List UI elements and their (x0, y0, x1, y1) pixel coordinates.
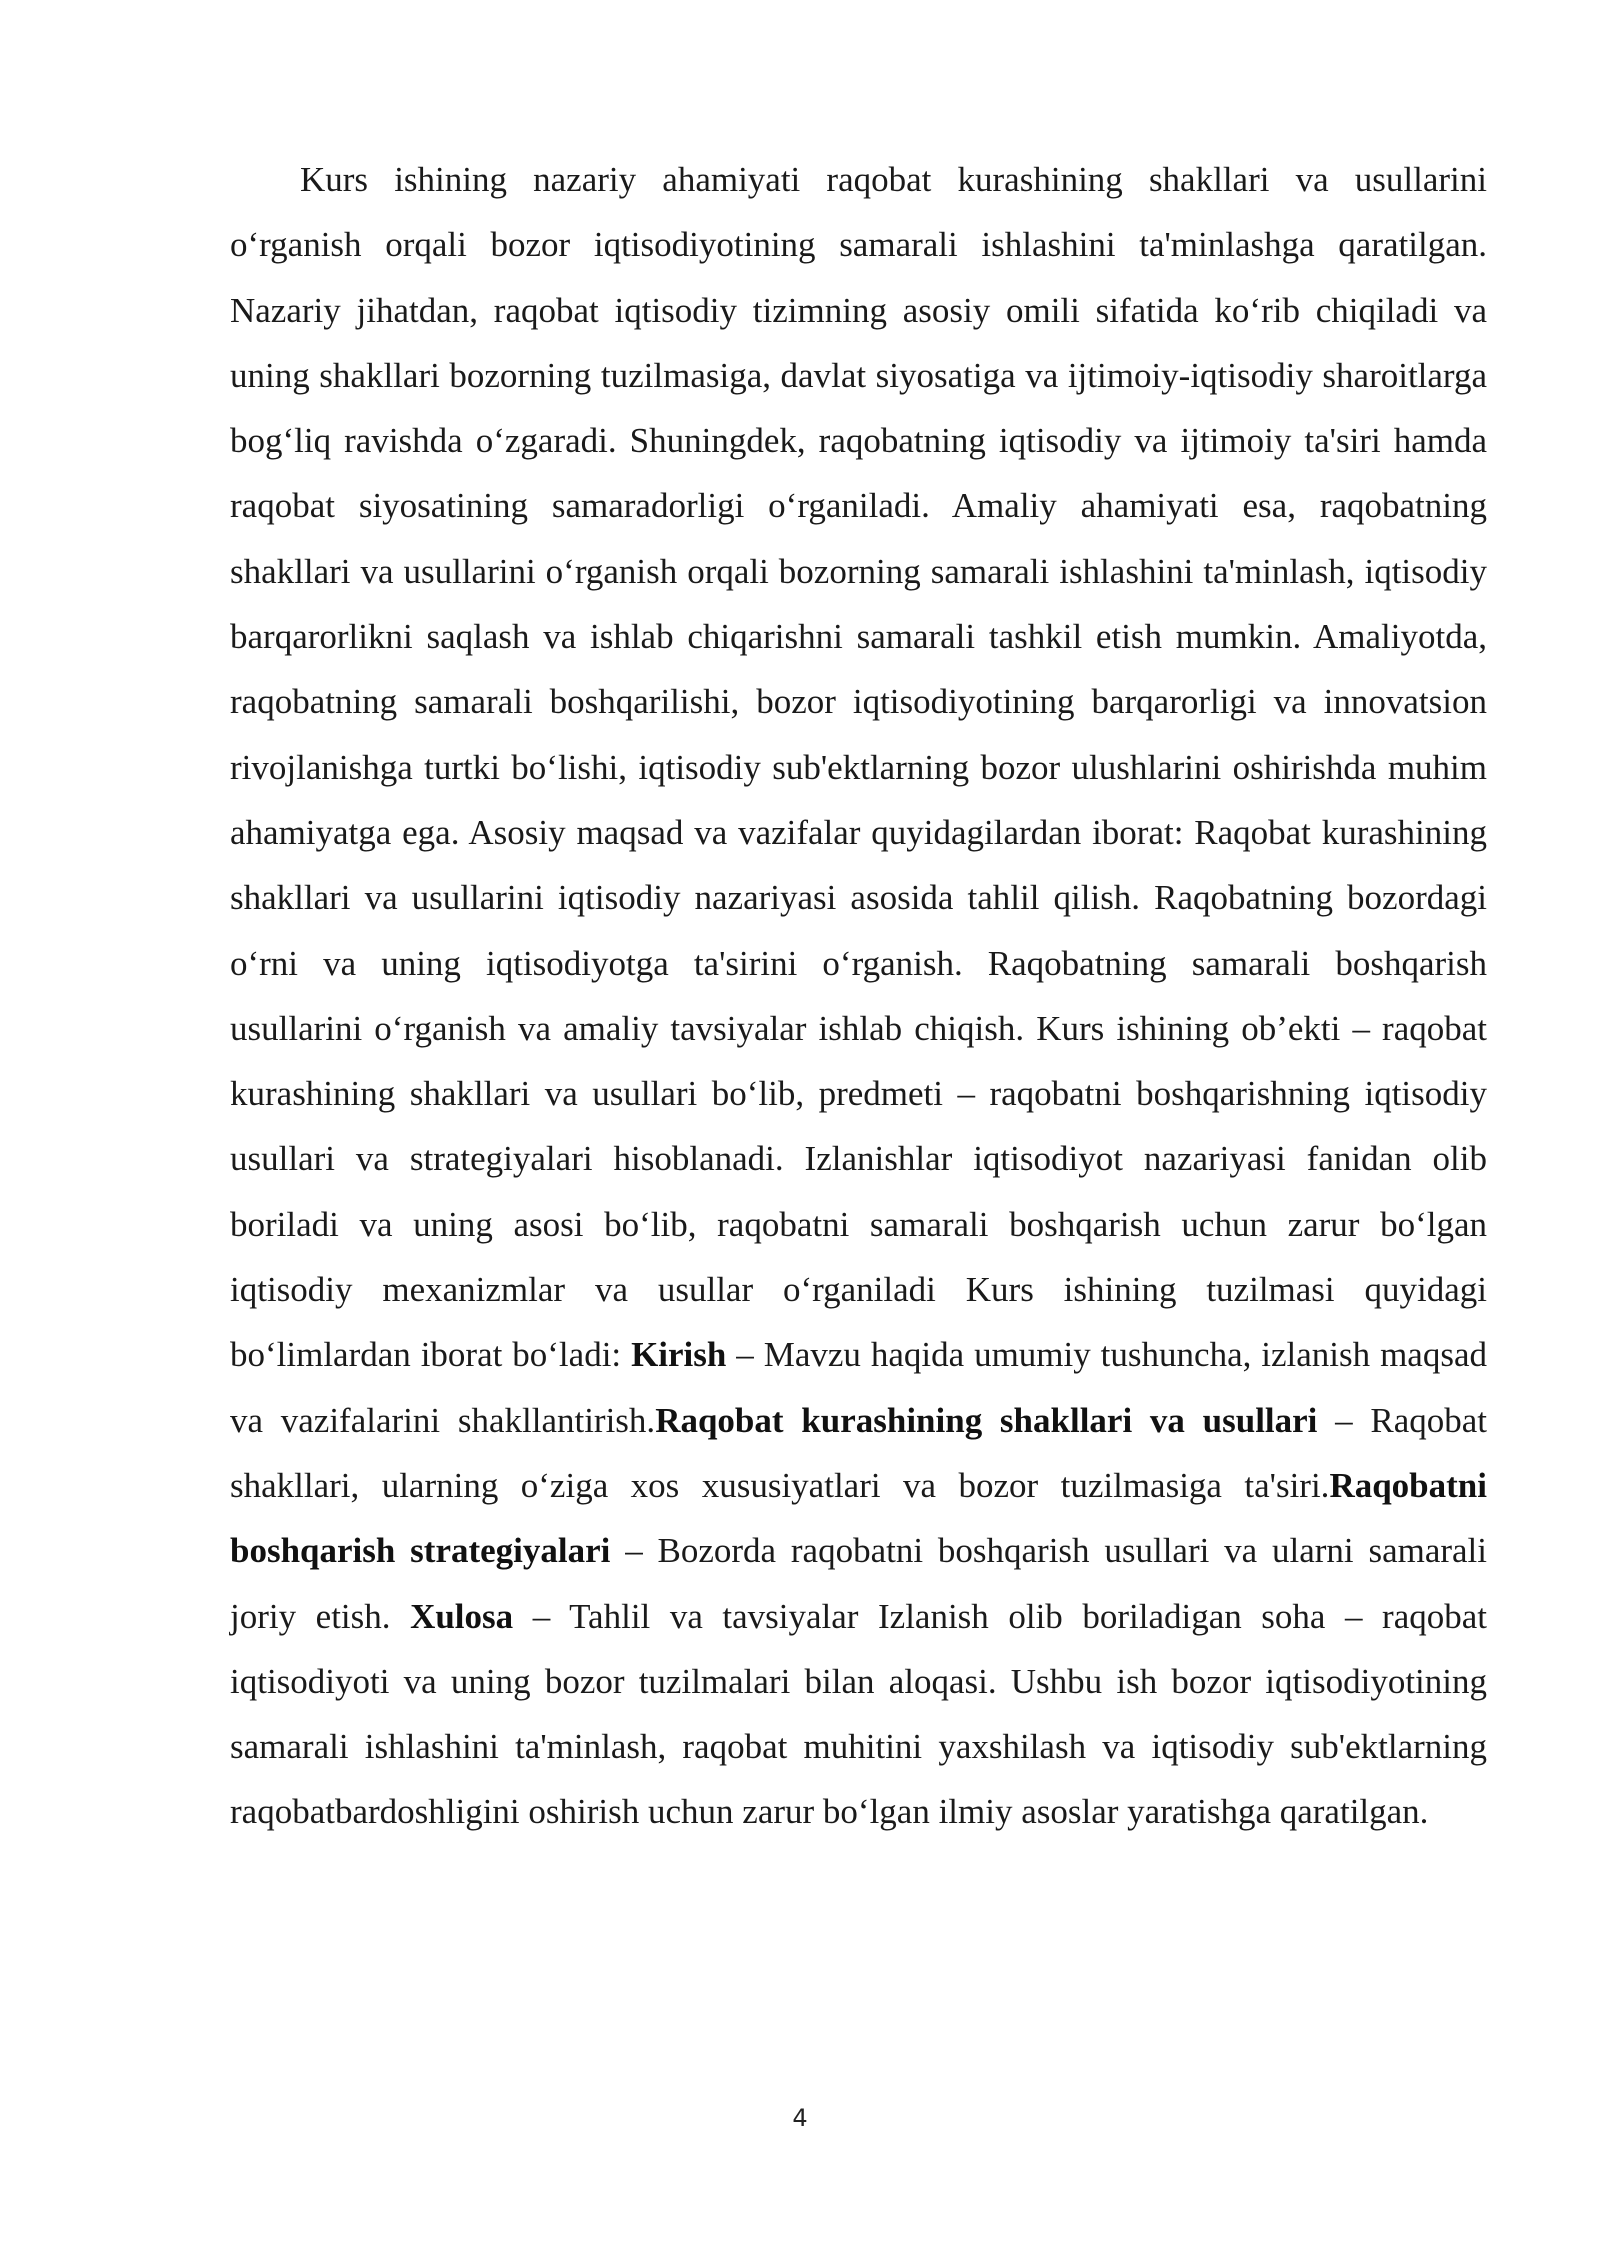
section-term-xulosa: Xulosa (410, 1596, 514, 1636)
paragraph-text-intro: Kurs ishining nazariy ahamiyati raqobat kurashining shakllari va usullarini o‘rganish orqali bozor iqtisodiyotining samarali ishlashini ta'minlashga qaratilgan. Nazariy jihatdan, raqobat iqtisodiy tizimning asosiy omili sifatida ko‘rib chiqiladi va uning shakllari bozorning tuzilmasiga, davlat siyosatiga va ijtimoiy-iqtisodiy sharoitlarga bog‘liq ravishda o‘zgaradi. Shuningdek, raqobatning iqtisodiy va ijtimoiy ta'siri hamda raqobat siyosatining samaradorligi o‘rganiladi. Amaliy ahamiyati esa, raqobatning shakllari va usullarini o‘rganish orqali bozorning samarali ishlashini ta'minlash, iqtisodiy barqarorlikni saqlash va ishlab chiqarishni samarali tashkil etish mumkin. Amaliyotda, raqobatning samarali boshqarilishi, bozor iqtisodiyotining barqarorligi va innovatsion rivojlanishga turtki bo‘lishi, iqtisodiy sub'ektlarning bozor ulushlarini oshirishda muhim ahamiyatga ega. Asosiy maqsad va vazifalar quyidagilardan iborat: Raqobat kurashining shakllari va usullarini iqtisodiy nazariyasi asosida tahlil qilish. Raqobatning bozordagi o‘rni va uning iqtisodiyotga ta'sirini o‘rganish. Raqobatning samarali boshqarish usullarini o‘rganish va amaliy tavsiyalar ishlab chiqish. Kurs ishining ob’ekti – raqobat kurashining shakllari va usullari bo‘lib, predmeti – raqobatni boshqarishning iqtisodiy usullari va strategiyalari hisoblanadi. Izlanishlar iqtisodiyot nazariyasi fanidan olib boriladi va uning asosi bo‘lib, raqobatni samarali boshqarish uchun zarur bo‘lgan iqtisodiy mexanizmlar va usullar o‘rganiladi Kurs ishining tuzilmasi quyidagi bo‘limlardan iborat bo‘ladi: (230, 160, 1487, 1375)
paragraph-text-kirish-desc: – Mavzu haqida umumiy tushuncha, izlanish maqsad va vazifalarini shakllantirish. (230, 1335, 1487, 1440)
section-term-kirish: Kirish (631, 1335, 727, 1375)
section-term-strategiyalar: Raqobatni boshqarish strategiyalari (230, 1465, 1487, 1571)
body-paragraph (230, 147, 1487, 1845)
paragraph-text-raqobat-kurashi-desc: – Raqobat shakllari, ularning o‘ziga xos xususiyatlari va bozor tuzilmasiga ta'siri. (230, 1400, 1488, 1505)
page-number: 4 (792, 2104, 808, 2132)
paragraph-text-strategiyalar-desc: – Bozorda raqobatni boshqarish usullari va ularni samarali joriy etish. (230, 1531, 1487, 1636)
section-term-raqobat-kurashi: Raqobat kurashining shakllari va usullari (655, 1400, 1318, 1440)
paragraph-text-conclusion: – Tahlil va tavsiyalar Izlanish olib boriladigan soha – raqobat iqtisodiyoti va uning bozor tuzilmalari bilan aloqasi. Ushbu ish bozor iqtisodiyotining samarali ishlashini ta'minlash, raqobat muhitini yaxshilash va iqtisodiy sub'ektlarning raqobatbardoshligini oshirish uchun zarur bo‘lgan ilmiy asoslar yaratishga qaratilgan. (230, 1596, 1487, 1832)
